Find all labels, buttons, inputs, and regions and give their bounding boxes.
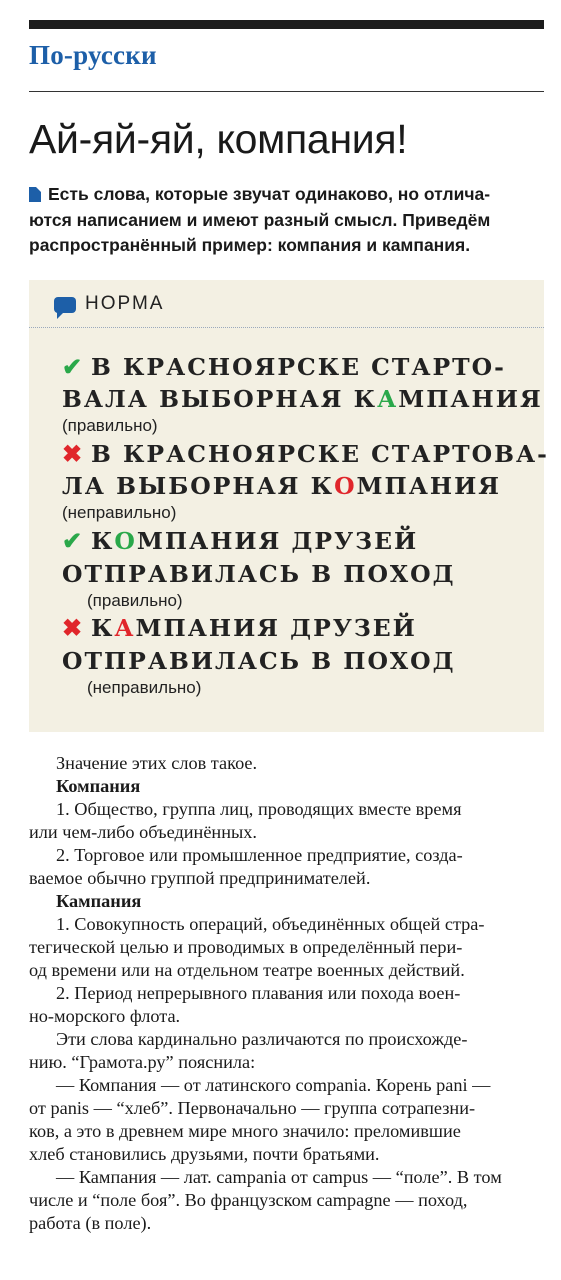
check-icon: ✔	[62, 352, 85, 381]
body-line: ваемое обычно группой предпринимателей.	[29, 868, 371, 888]
body-line: Эти слова кардинально различаются по происхожде-	[56, 1029, 468, 1049]
example-3-line-1: ✔ КОМПАНИЯ ДРУЗЕЙ	[62, 526, 419, 555]
body-line: — Компания — от латинского companiа. Корень pani —	[56, 1075, 491, 1095]
document-icon	[29, 187, 41, 202]
highlight-letter: А	[114, 614, 136, 642]
norm-box	[29, 280, 549, 732]
lead-line: ются написанием и имеют разный смысл. Приведём	[29, 209, 491, 230]
check-icon: ✔	[62, 526, 85, 555]
body-line: 2. Торговое или промышленное предприятие, созда-	[56, 845, 463, 865]
headline: Ай-яй-яй, компания!	[29, 116, 408, 162]
body-line: од времени или на отдельном театре военных действий.	[29, 960, 465, 980]
cross-icon: ✖	[62, 439, 85, 468]
example-1-line-1: ✔ В КРАСНОЯРСКЕ СТАРТО-	[62, 352, 506, 381]
lead-line: Есть слова, которые звучат одинаково, но отлича-	[29, 182, 544, 208]
section-divider	[29, 91, 544, 92]
body-line: работа (в поле).	[29, 1213, 152, 1233]
body-line: ков, а это в древнем мире много значило: преломившие	[29, 1121, 461, 1141]
highlight-letter: О	[334, 472, 357, 500]
example-1-note: (правильно)	[62, 416, 158, 435]
norm-label: НОРМА	[85, 293, 165, 314]
example-2-note: (неправильно)	[62, 503, 177, 522]
body-line: числе и “поле боя”. Во французском campagne — поход,	[29, 1190, 468, 1210]
body-line: тегической целью и проводимых в определённый пери-	[29, 937, 463, 957]
term-heading: Компания	[56, 776, 141, 796]
example-3-line-2: ОТПРАВИЛАСЬ В ПОХОД	[62, 560, 456, 588]
example-1-line-2: ВАЛА ВЫБОРНАЯ КАМПАНИЯ	[62, 385, 543, 413]
example-4-line-2: ОТПРАВИЛАСЬ В ПОХОД	[62, 647, 456, 675]
body-line: от panis — “хлеб”. Первоначально — группа сотрапезни-	[29, 1098, 476, 1118]
example-4-line-1: ✖ КАМПАНИЯ ДРУЗЕЙ	[62, 613, 417, 642]
cross-icon: ✖	[62, 613, 85, 642]
body-line: нию. “Грамота.ру” пояснила:	[29, 1052, 256, 1072]
norm-header	[29, 280, 544, 328]
body-line: Значение этих слов такое.	[56, 753, 258, 773]
section-title: По-русски	[29, 40, 157, 70]
top-rule	[29, 20, 544, 29]
example-4-note: (неправильно)	[87, 678, 202, 697]
body-line: хлеб становились друзьями, почти братьями.	[29, 1144, 380, 1164]
body-line: 1. Общество, группа лиц, проводящих вместе время	[56, 799, 462, 819]
term-heading: Кампания	[56, 891, 142, 911]
chat-bubble-icon	[54, 297, 76, 313]
lead-paragraph	[29, 182, 544, 259]
body-line: 1. Совокупность операций, объединённых общей стра-	[56, 914, 485, 934]
body-line: — Кампания — лат. campania от campus — “поле”. В том	[56, 1167, 502, 1187]
example-3-note: (правильно)	[87, 591, 183, 610]
lead-line: распространённый пример: компания и кампания.	[29, 235, 471, 255]
highlight-letter: О	[114, 527, 137, 555]
article-body	[29, 752, 544, 1235]
body-line: 2. Период непрерывного плавания или похода воен-	[56, 983, 461, 1003]
example-2-line-1: ✖ В КРАСНОЯРСКЕ СТАРТОВА-	[62, 439, 549, 468]
highlight-letter: А	[377, 385, 399, 413]
example-2-line-2: ЛА ВЫБОРНАЯ КОМПАНИЯ	[62, 472, 502, 500]
body-line: но-морского флота.	[29, 1006, 181, 1026]
body-line: или чем-либо объединённых.	[29, 822, 257, 842]
